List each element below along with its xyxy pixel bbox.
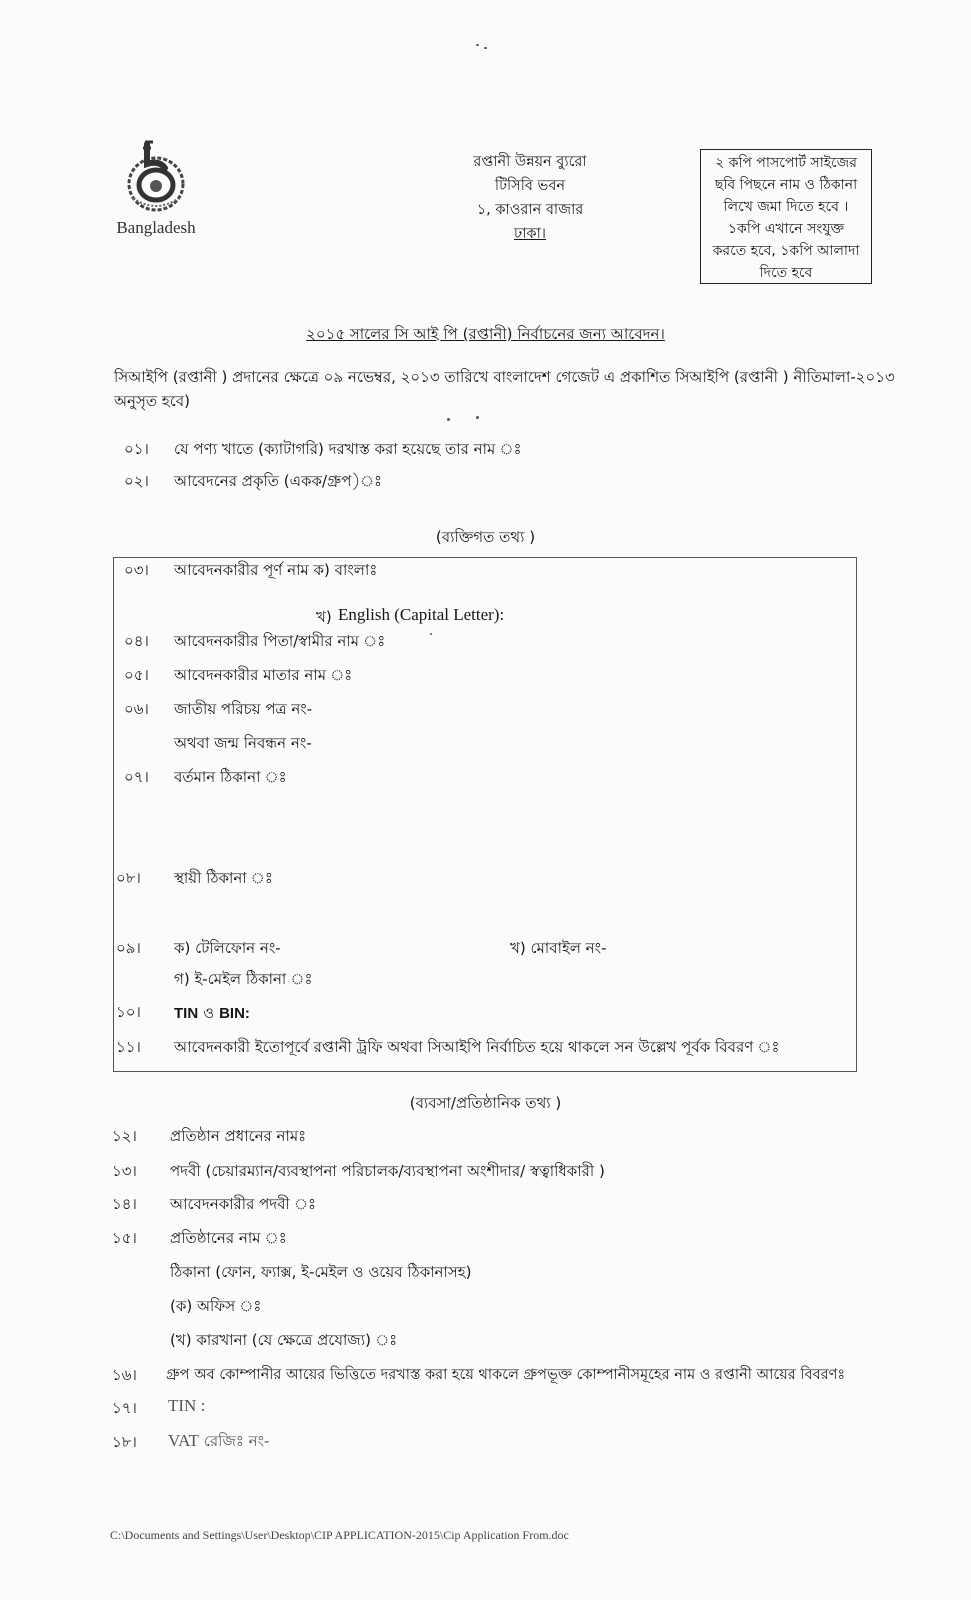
photo-note-line: লিখে জমা দিতে হবে । bbox=[723, 199, 849, 215]
present-address-label: বর্তমান ঠিকানা ঃ bbox=[174, 768, 287, 786]
logo-text: Bangladesh bbox=[116, 218, 196, 237]
page-title: ২০১৫ সালের সি আই পি (রপ্তানী) নির্বাচনের জন্য আবেদন। bbox=[306, 325, 665, 343]
national-id-label: জাতীয় পরিচয় পত্র নং- bbox=[174, 700, 313, 718]
english-prefix: খ) bbox=[316, 608, 332, 626]
mobile-label: খ) মোবাইল নং- bbox=[510, 939, 607, 957]
telephone-label: ক) টেলিফোন নং- bbox=[174, 939, 281, 957]
vat-text: VAT bbox=[168, 1431, 199, 1450]
head-of-organization-label: প্রতিষ্ঠান প্রধানের নামঃ bbox=[170, 1127, 307, 1145]
personal-info-heading: (ব্যক্তিগত তথ্য ) bbox=[435, 528, 536, 546]
registration-no-text: রেজিঃ নং- bbox=[203, 1432, 270, 1450]
item-number: ০৪। bbox=[124, 632, 149, 650]
item-number: ০৭। bbox=[124, 768, 149, 786]
organization-name-label: প্রতিষ্ঠানের নাম ঃ bbox=[170, 1229, 287, 1247]
office-address bbox=[455, 150, 605, 246]
tin-text: TIN bbox=[174, 1005, 199, 1022]
organization-address-label: ঠিকানা (ফোন, ফ্যাক্স, ই-মেইল ও ওয়েব ঠিকানাসহ) bbox=[170, 1263, 472, 1281]
item-number: ০৯। bbox=[116, 939, 141, 957]
photo-note-line: ১কপি এখানে সংযুক্ত bbox=[727, 221, 845, 237]
item-label-nature: আবেদনের প্রকৃতি (একক/গ্রুপ)ঃ bbox=[174, 472, 383, 490]
item-number: ০৬। bbox=[124, 700, 149, 718]
scan-speck bbox=[430, 633, 432, 635]
office-address-label: (ক) অফিস ঃ bbox=[170, 1297, 262, 1315]
factory-address-label: (খ) কারখানা (যে ক্ষেত্রে প্রযোজ্য) ঃ bbox=[170, 1331, 398, 1349]
applicant-name-english-label: English (Capital Letter): bbox=[338, 605, 505, 624]
photo-note-line: ২ কপি পাসপোর্ট সাইজের bbox=[715, 155, 857, 171]
item-number: ১৮। bbox=[112, 1433, 137, 1451]
email-label: গ) ই-মেইল ঠিকানা ঃ bbox=[174, 970, 313, 988]
office-line: ১, কাওরান বাজার bbox=[476, 202, 584, 218]
photo-note-line: করতে হবে, ১কপি আলাদা bbox=[712, 243, 860, 259]
item-number: ০১। bbox=[124, 440, 149, 458]
photo-note-line: দিতে হবে bbox=[759, 265, 813, 281]
item-number: ০৮। bbox=[116, 869, 141, 887]
item-number: ১১। bbox=[116, 1038, 141, 1056]
applicant-designation-label: আবেদনকারীর পদবী ঃ bbox=[170, 1195, 317, 1213]
applicant-name-bangla-label: আবেদনকারীর পূর্ণ নাম ক) বাংলাঃ bbox=[174, 561, 378, 579]
and-text: ও bbox=[203, 1004, 215, 1022]
father-name-label: আবেদনকারীর পিতা/স্বামীর নাম ঃ bbox=[174, 632, 386, 650]
emblem-logo bbox=[108, 138, 204, 238]
office-line: ঢাকা। bbox=[514, 226, 546, 242]
scan-speck bbox=[476, 416, 479, 419]
tin-label: TIN : bbox=[168, 1396, 206, 1415]
emblem-icon bbox=[119, 138, 193, 216]
previous-award-label: আবেদনকারী ইতোপূর্বে রপ্তানী ট্রফি অথবা সিআইপি নির্বাচিত হয়ে থাকলে সন উল্লেখ পূর্বক বিবরণ ঃ bbox=[174, 1038, 780, 1056]
item-number: ১২। bbox=[112, 1127, 137, 1145]
item-number: ০২। bbox=[124, 472, 149, 490]
scan-speck bbox=[447, 418, 450, 421]
intro-paragraph: সিআইপি (রপ্তানী ) প্রদানের ক্ষেত্রে ০৯ নভেম্বর, ২০১৩ তারিখে বাংলাদেশ গেজেট এ প্রকাশিত সিআইপি (রপ্তানী ) নীতিমালা-২০১৩ অনুসৃত হবে) bbox=[114, 368, 895, 410]
scan-speck bbox=[484, 47, 487, 49]
tin-bin-label bbox=[174, 1002, 250, 1027]
bin-text: BIN: bbox=[219, 1005, 250, 1022]
vat-registration-label bbox=[168, 1430, 269, 1455]
item-number: ১৬। bbox=[112, 1366, 137, 1384]
office-line: রপ্তানী উন্নয়ন ব্যুরো bbox=[473, 154, 587, 170]
item-number: ০৫। bbox=[124, 666, 149, 684]
permanent-address-label: স্থায়ী ঠিকানা ঃ bbox=[174, 869, 273, 887]
mother-name-label: আবেদনকারীর মাতার নাম ঃ bbox=[174, 666, 353, 684]
item-number: ১৪। bbox=[112, 1195, 137, 1213]
designation-options-label: পদবী (চেয়ারম্যান/ব্যবস্থাপনা পরিচালক/ব্যবস্থাপনা অংশীদার/ স্বত্বাধিকারী ) bbox=[170, 1162, 605, 1180]
birth-registration-label: অথবা জন্ম নিবন্ধন নং- bbox=[174, 734, 312, 752]
office-line: টিসিবি ভবন bbox=[494, 178, 566, 194]
photo-instruction-box bbox=[700, 149, 872, 284]
group-companies-label: গ্রুপ অব কোম্পানীর আয়ের ভিত্তিতে দরখাস্ত করা হয়ে থাকলে গ্রুপভূক্ত কোম্পানীসমূহের নাম ও রপ্তানী আয়ের বিবরণঃ bbox=[166, 1367, 846, 1383]
item-number: ১৭। bbox=[112, 1399, 137, 1417]
business-info-heading: (ব্যবসা/প্রতিষ্ঠানিক তথ্য ) bbox=[409, 1094, 562, 1112]
scan-speck bbox=[476, 44, 479, 46]
item-number: ১৫। bbox=[112, 1229, 137, 1247]
item-label-category: যে পণ্য খাতে (ক্যাটাগরি) দরখাস্ত করা হয়েছে তার নাম ঃ bbox=[174, 440, 522, 458]
photo-note-line: ছবি পিছনে নাম ও ঠিকানা bbox=[714, 177, 858, 193]
file-path-footer: C:\Documents and Settings\User\Desktop\CIP APPLICATION-2015\Cip Application From.doc bbox=[110, 1528, 569, 1542]
item-number: ১০। bbox=[116, 1003, 141, 1021]
item-number: ১৩। bbox=[112, 1162, 137, 1180]
item-number: ০৩। bbox=[124, 561, 149, 579]
